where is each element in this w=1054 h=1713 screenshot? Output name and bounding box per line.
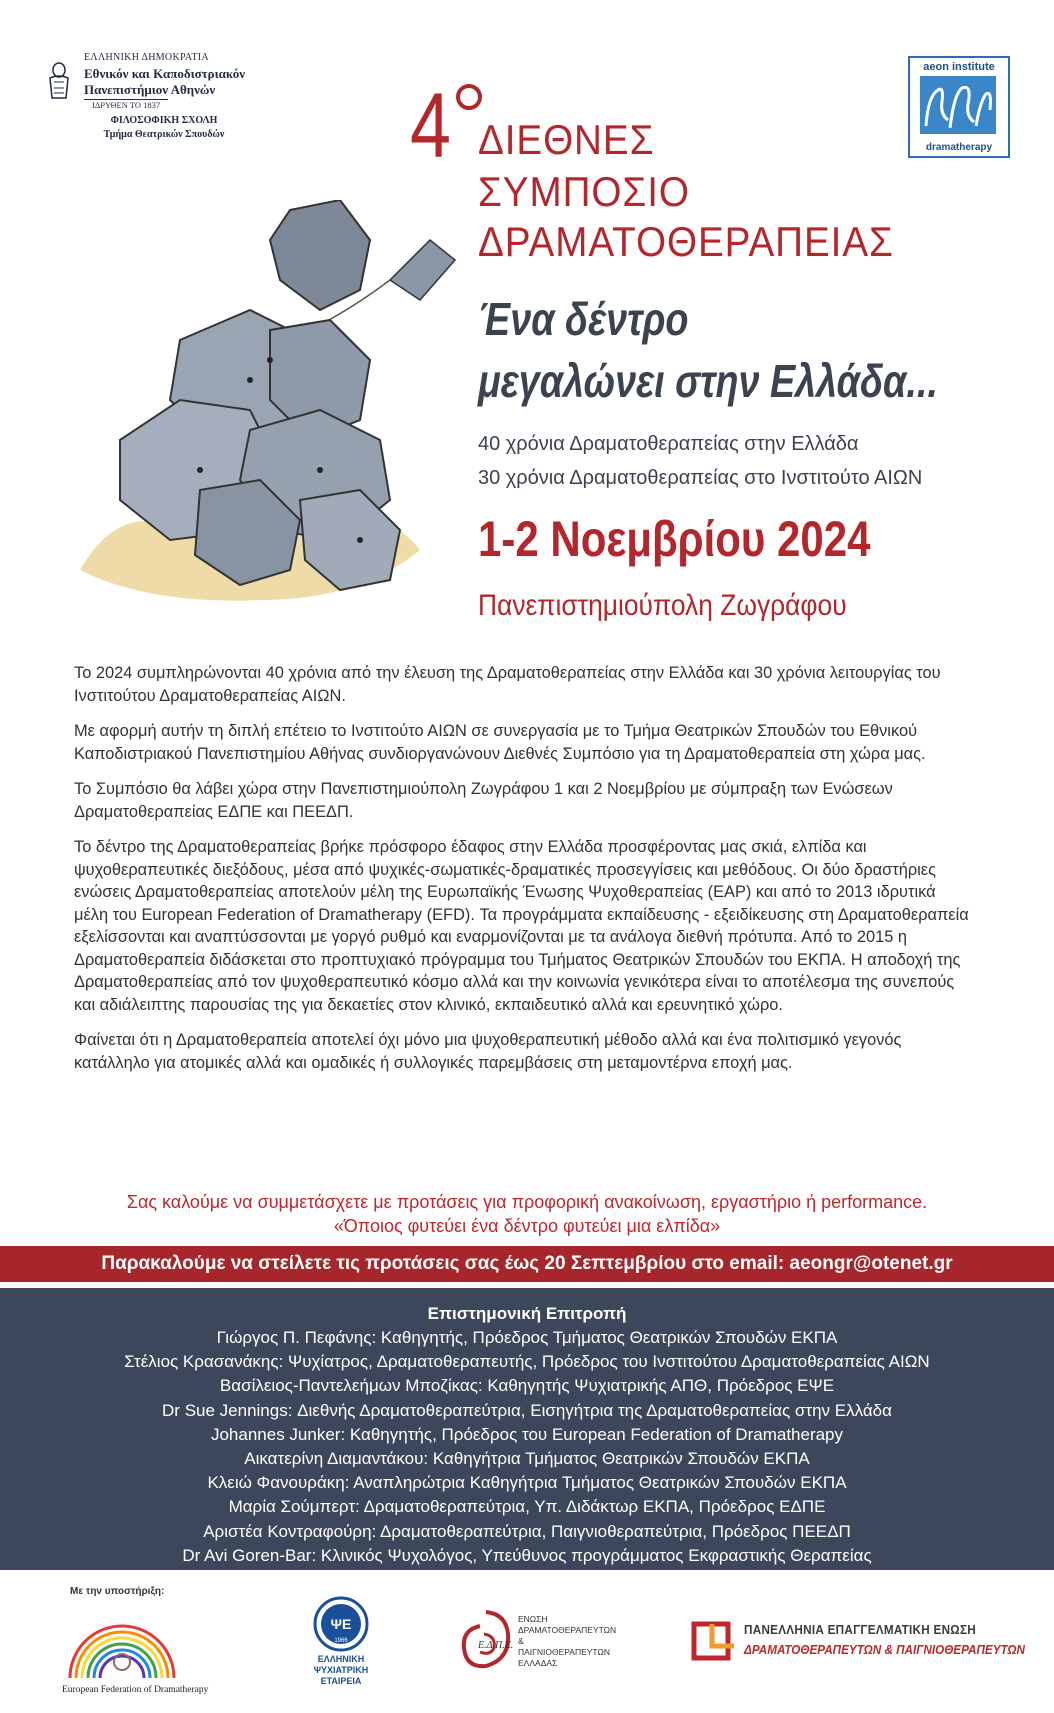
committee-member: Βασίλειος-Παντελεήμων Μποζίκας: Καθηγητής Ψυχιατρικής ΑΠΘ, Πρόεδρος ΕΨΕ <box>219 1376 835 1396</box>
edition-number: 4 <box>410 75 451 177</box>
university-seal-icon <box>44 62 74 100</box>
subtitle-line-1: Ένα δέντρο <box>478 293 689 345</box>
committee-member: Κλειώ Φανουράκη: Αναπληρώτρια Καθηγήτρια Τμήματος Θεατρικών Σπουδών ΕΚΠΑ <box>207 1473 847 1493</box>
edpe-mark: Ε.Δ.Π.Ε. <box>478 1640 514 1651</box>
deadline-banner: Παρακαλούμε να στείλετε τις προτάσεις σας έως 20 Σεπτεμβρίου στο email: aeongr@otenet.gr <box>0 1246 1054 1282</box>
aeon-institute-logo <box>908 56 1010 158</box>
quote: «Όποιος φυτεύει ένα δέντρο φυτεύει μια ελπίδα» <box>333 1216 721 1236</box>
hps-name: ΕΛΛΗΝΙΚΗ ΨΥΧΙΑΤΡΙΚΗ ΕΤΑΙΡΕΙΑ <box>313 1654 369 1686</box>
support-label: Με την υποστήριξη: <box>70 1586 165 1597</box>
university-line-3: Πανεπιστήμιον Αθηνών <box>84 82 216 97</box>
peedp-mark-icon <box>690 1618 738 1666</box>
university-school: ΦΙΛΟΣΟΦΙΚΗ ΣΧΟΛΗ <box>110 115 218 126</box>
subtitle-line-2: μεγαλώνει στην Ελλάδα... <box>478 355 938 407</box>
aeon-figures-icon <box>920 76 996 134</box>
title-line-3: ΔΡΑΜΑΤΟΘΕΡΑΠΕΙΑΣ <box>478 218 894 265</box>
umbrella-tree-illustration <box>60 200 480 620</box>
university-department: Τμήμα Θεατρικών Σπουδών <box>103 129 225 140</box>
committee-member: Dr Avi Goren-Bar: Κλινικός Ψυχολόγος, Υπεύθυνος προγράμματος Εκφραστικής Θεραπείας <box>182 1545 872 1565</box>
rainbow-icon <box>62 1600 182 1680</box>
anniversary-1: 40 χρόνια Δραματοθεραπείας στην Ελλάδα <box>478 433 859 455</box>
committee-member: Johannes Junker: Καθηγητής, Πρόεδρος του European Federation of Dramatherapy <box>210 1424 844 1444</box>
peedp-logo <box>690 1618 1026 1670</box>
university-line-2: Εθνικόν και Καποδιστριακόν <box>84 66 246 81</box>
hps-initials: ΨΕ <box>330 1616 352 1632</box>
edpe-swirl-icon <box>456 1604 516 1674</box>
anniversary-2: 30 χρόνια Δραματοθεραπείας στο Ινστιτούτο ΑΙΩΝ <box>478 467 923 489</box>
ordinal-circle-icon <box>456 84 482 110</box>
committee-member: Dr Sue Jennings: Διεθνής Δραματοθεραπεύτρια, Εισηγήτρια της Δραματοθεραπείας στην Ελλάδα <box>162 1400 892 1420</box>
body-paragraph: Με αφορμή αυτήν τη διπλή επέτειο το Ινστιτούτο ΑΙΩΝ σε συνεργασία με το Τμήμα Θεατρικών Σπουδών του Εθνικού Καποδιστριακού Πανεπιστημίου Αθήνας συνδιοργανώνουν Διεθνές Συμπόσιο για τη Δραματοθεραπεία στη χώρα μας. <box>74 722 926 763</box>
committee-member: Αριστέα Κοντραφούρη: Δραματοθεραπεύτρια, Παιγνιοθεραπεύτρια, Πρόεδρος ΠΕΕΔΠ <box>203 1521 851 1541</box>
hps-year: 1966 <box>334 1638 348 1644</box>
peedp-line-1: ΠΑΝΕΛΛΗΝΙΑ ΕΠΑΓΓΕΛΜΑΤΙΚΗ ΕΝΩΣΗ <box>744 1622 976 1637</box>
committee-member: Μαρία Σούμπερτ: Δραματοθεραπεύτρια, Υπ. Διδάκτωρ ΕΚΠΑ, Πρόεδρος ΕΔΠΕ <box>228 1497 826 1517</box>
committee-heading: Επιστημονική Επιτροπή <box>427 1304 627 1323</box>
edpe-logo <box>456 1604 616 1684</box>
hps-emblem-icon <box>311 1596 371 1654</box>
aeon-logo-bottom-text: dramatherapy <box>925 142 993 153</box>
body-paragraph: Το Συμπόσιο θα λάβει χώρα στην Πανεπιστημιούπολη Ζωγράφου 1 και 2 Νοεμβρίου με σύμπραξη των Ενώσεων Δραματοθεραπείας ΕΔΠΕ και ΠΕΕΔΠ. <box>74 780 893 821</box>
committee-list <box>0 1326 1054 1568</box>
edpe-name: ΕΝΩΣΗ ΔΡΑΜΑΤΟΘΕΡΑΠΕΥΤΩΝ & ΠΑΙΓΝΙΟΘΕΡΑΠΕΥΤΩΝ ΕΛΛΑΔΑΣ <box>518 1614 617 1668</box>
peedp-line-2: ΔΡΑΜΑΤΟΘΕΡΑΠΕΥΤΩΝ & ΠΑΙΓΝΙΟΘΕΡΑΠΕΥΤΩΝ <box>744 1642 1026 1657</box>
efd-logo <box>62 1600 209 1695</box>
title-line-2: ΣΥΜΠΟΣΙΟ <box>478 168 690 215</box>
committee-member: Στέλιος Κρασανάκης: Ψυχίατρος, Δραματοθεραπευτής, Πρόεδρος του Ινστιτούτου Δραματοθεραπείας ΑΙΩΝ <box>124 1352 930 1372</box>
efd-name: European Federation of Dramatherapy <box>62 1685 209 1695</box>
scientific-committee <box>0 1288 1054 1570</box>
committee-member: Αικατερίνη Διαμαντάκου: Καθηγήτρια Τμήματος Θεατρικών Σπουδών ΕΚΠΑ <box>244 1449 810 1469</box>
committee-member: Γιώργος Π. Πεφάνης: Καθηγητής, Πρόεδρος Τμήματος Θεατρικών Σπουδών ΕΚΠΑ <box>216 1328 838 1347</box>
university-founded: ΙΔΡΥΘΕΝ ΤΟ 1837 <box>84 99 168 110</box>
aeon-logo-top-text: aeon institute <box>923 61 995 73</box>
body-paragraph: Το δέντρο της Δραματοθεραπείας βρήκε πρόσφορο έδαφος στην Ελλάδα προσφέροντας μας σκιά, ελπίδα και ψυχοθεραπευτικές διεξόδους, μέσα από ψυχικές-σωματικές-δραματικές προσεγγίσεις και μεθόδους. Οι δύο δραστήριες ενώσεις Δραματοθεραπείας αποτελούν μέλη της Ευρωπαϊκής Ένωσης Ψυχοθεραπείας (EAP) και από το 2013 ιδρυτικά μέλη του European Federation of Dramatherapy (EFD). Τα προγράμματα εκπαίδευσης - εξειδίκευσης στη Δραματοθεραπεία εξελίσσονται και αναπτύσσονται με γοργό ρυθμό και εναρμονίζονται με τα ανάλογα διεθνή πρότυπα. Από το 2015 η Δραματοθεραπεία διδάσκεται στο προπτυχιακό πρόγραμμα του Τμήματος Θεατρικών Σπουδών του ΕΚΠΑ. Η αποδοχή της Δραματοθεραπείας από τον ψυχοθεραπευτικό κόσμο αλλά και την κοινωνία γενικότερα είναι το αποτέλεσμα της συνεπούς και αδιάλειπτης παρουσίας της για δεκαετίες στον κλινικό, εκπαιδευτικό αλλά και ερευνητικό χώρο. <box>74 838 969 1014</box>
event-venue: Πανεπιστημιούπολη Ζωγράφου <box>478 589 847 622</box>
hellenic-psychiatric-association-logo <box>296 1596 386 1696</box>
body-paragraph: Το 2024 συμπληρώνονται 40 χρόνια από την έλευση της Δραματοθεραπείας στην Ελλάδα και 30 χρόνια λειτουργίας του Ινστιτούτου Δραματοθεραπείας ΑΙΩΝ. <box>74 664 941 705</box>
body-paragraph: Φαίνεται ότι η Δραματοθεραπεία αποτελεί όχι μόνο μια ψυχοθεραπευτική μέθοδο αλλά και ένα πολιτισμικό γεγονός κατάλληλο για ατομικές αλλά και ομαδικές ή συλλογικές παρεμβάσεις στη μεταμοντέρνα εποχή μας. <box>74 1031 902 1072</box>
event-date: 1-2 Νοεμβρίου 2024 <box>478 511 871 567</box>
title-line-1: ΔΙΕΘΝΕΣ <box>478 116 655 163</box>
body-text <box>74 662 974 1087</box>
university-line-1: ΕΛΛΗΝΙΚΗ ΔΗΜΟΚΡΑΤΙΑ <box>84 52 209 63</box>
call-to-action: Σας καλούμε να συμμετάσχετε με προτάσεις για προφορική ανακοίνωση, εργαστήριο ή performance. <box>126 1192 928 1212</box>
